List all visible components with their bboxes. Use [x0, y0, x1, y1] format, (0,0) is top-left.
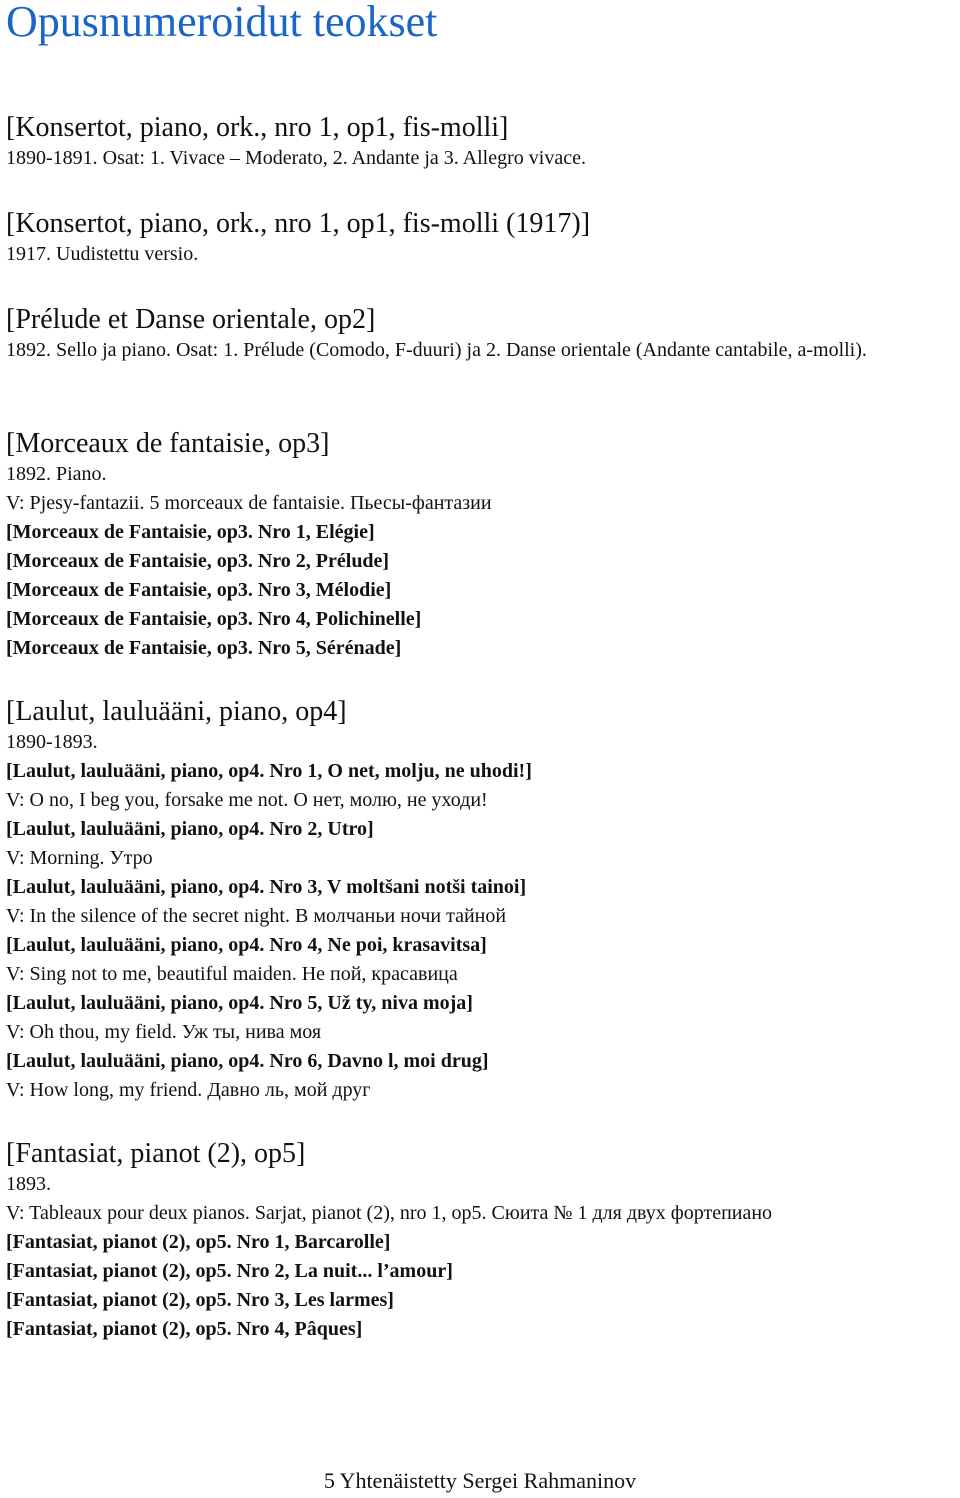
work-entry — [6, 1138, 954, 1344]
work-variant-title: V: O no, I beg you, forsake me not. О нет, молю, не уходи! — [6, 789, 488, 811]
works-list — [6, 112, 954, 1344]
sub-work: [Laulut, lauluääni, piano, op4. Nro 5, Už ty, niva moja] — [6, 992, 473, 1014]
work-entry — [6, 304, 954, 428]
work-variant-title: V: How long, my friend. Давно ль, мой друг — [6, 1079, 371, 1101]
work-description: 1890-1893. — [6, 731, 98, 753]
sub-work: [Laulut, lauluääni, piano, op4. Nro 3, V moltšani notši tainoi] — [6, 876, 527, 898]
work-title: [Prélude et Danse orientale, op2] — [6, 304, 376, 335]
sub-work: [Morceaux de Fantaisie, op3. Nro 1, Elégie] — [6, 521, 375, 543]
sub-work: [Laulut, lauluääni, piano, op4. Nro 6, Davno l, moi drug] — [6, 1050, 489, 1072]
work-description: 1890-1891. Osat: 1. Vivace – Moderato, 2. Andante ja 3. Allegro vivace. — [6, 147, 586, 169]
sub-work: [Laulut, lauluääni, piano, op4. Nro 1, O net, molju, ne uhodi!] — [6, 760, 532, 782]
sub-work: [Morceaux de Fantaisie, op3. Nro 3, Mélodie] — [6, 579, 392, 601]
work-entry — [6, 208, 954, 304]
work-entry — [6, 428, 954, 696]
work-description: 1892. Piano. — [6, 463, 107, 485]
work-variant-title: V: Pjesy-fantazii. 5 morceaux de fantaisie. Пьесы-фантазии — [6, 492, 492, 514]
work-title: [Konsertot, piano, ork., nro 1, op1, fis-molli (1917)] — [6, 208, 591, 239]
sub-work: [Fantasiat, pianot (2), op5. Nro 3, Les larmes] — [6, 1289, 394, 1311]
work-variant-title: V: Sing not to me, beautiful maiden. Не пой, красавица — [6, 963, 458, 985]
sub-work: [Laulut, lauluääni, piano, op4. Nro 2, Utro] — [6, 818, 374, 840]
sub-work: [Fantasiat, pianot (2), op5. Nro 2, La nuit... l’amour] — [6, 1260, 453, 1282]
sub-work: [Morceaux de Fantaisie, op3. Nro 2, Prélude] — [6, 550, 390, 572]
sub-work: [Fantasiat, pianot (2), op5. Nro 4, Pâques] — [6, 1318, 363, 1340]
work-entry — [6, 112, 954, 208]
work-description: 1917. Uudistettu versio. — [6, 243, 199, 265]
sub-work: [Fantasiat, pianot (2), op5. Nro 1, Barcarolle] — [6, 1231, 391, 1253]
page-title: Opusnumeroidut teokset — [6, 0, 438, 46]
sub-work: [Morceaux de Fantaisie, op3. Nro 5, Sérénade] — [6, 637, 402, 659]
work-title: [Konsertot, piano, ork., nro 1, op1, fis-molli] — [6, 112, 509, 143]
work-variant-title: V: Oh thou, my field. Уж ты, нива моя — [6, 1021, 322, 1043]
work-title: [Morceaux de fantaisie, op3] — [6, 428, 330, 459]
work-variant-title: V: Tableaux pour deux pianos. Sarjat, pianot (2), nro 1, op5. Сюита № 1 для двух фортепиано — [6, 1202, 773, 1224]
work-entry — [6, 696, 954, 1138]
work-title: [Fantasiat, pianot (2), op5] — [6, 1138, 306, 1169]
sub-work: [Morceaux de Fantaisie, op3. Nro 4, Polichinelle] — [6, 608, 422, 630]
work-variant-title: V: In the silence of the secret night. В молчаньи ночи тайной — [6, 905, 507, 927]
work-description: 1892. Sello ja piano. Osat: 1. Prélude (Comodo, F-duuri) ja 2. Danse orientale (Andante cantabile, a-molli). — [6, 339, 867, 361]
sub-work: [Laulut, lauluääni, piano, op4. Nro 4, Ne poi, krasavitsa] — [6, 934, 487, 956]
work-title: [Laulut, lauluääni, piano, op4] — [6, 696, 347, 727]
page-footer: 5 Yhtenäistetty Sergei Rahmaninov — [323, 1468, 637, 1493]
work-variant-title: V: Morning. Утро — [6, 847, 153, 869]
work-description: 1893. — [6, 1173, 51, 1195]
